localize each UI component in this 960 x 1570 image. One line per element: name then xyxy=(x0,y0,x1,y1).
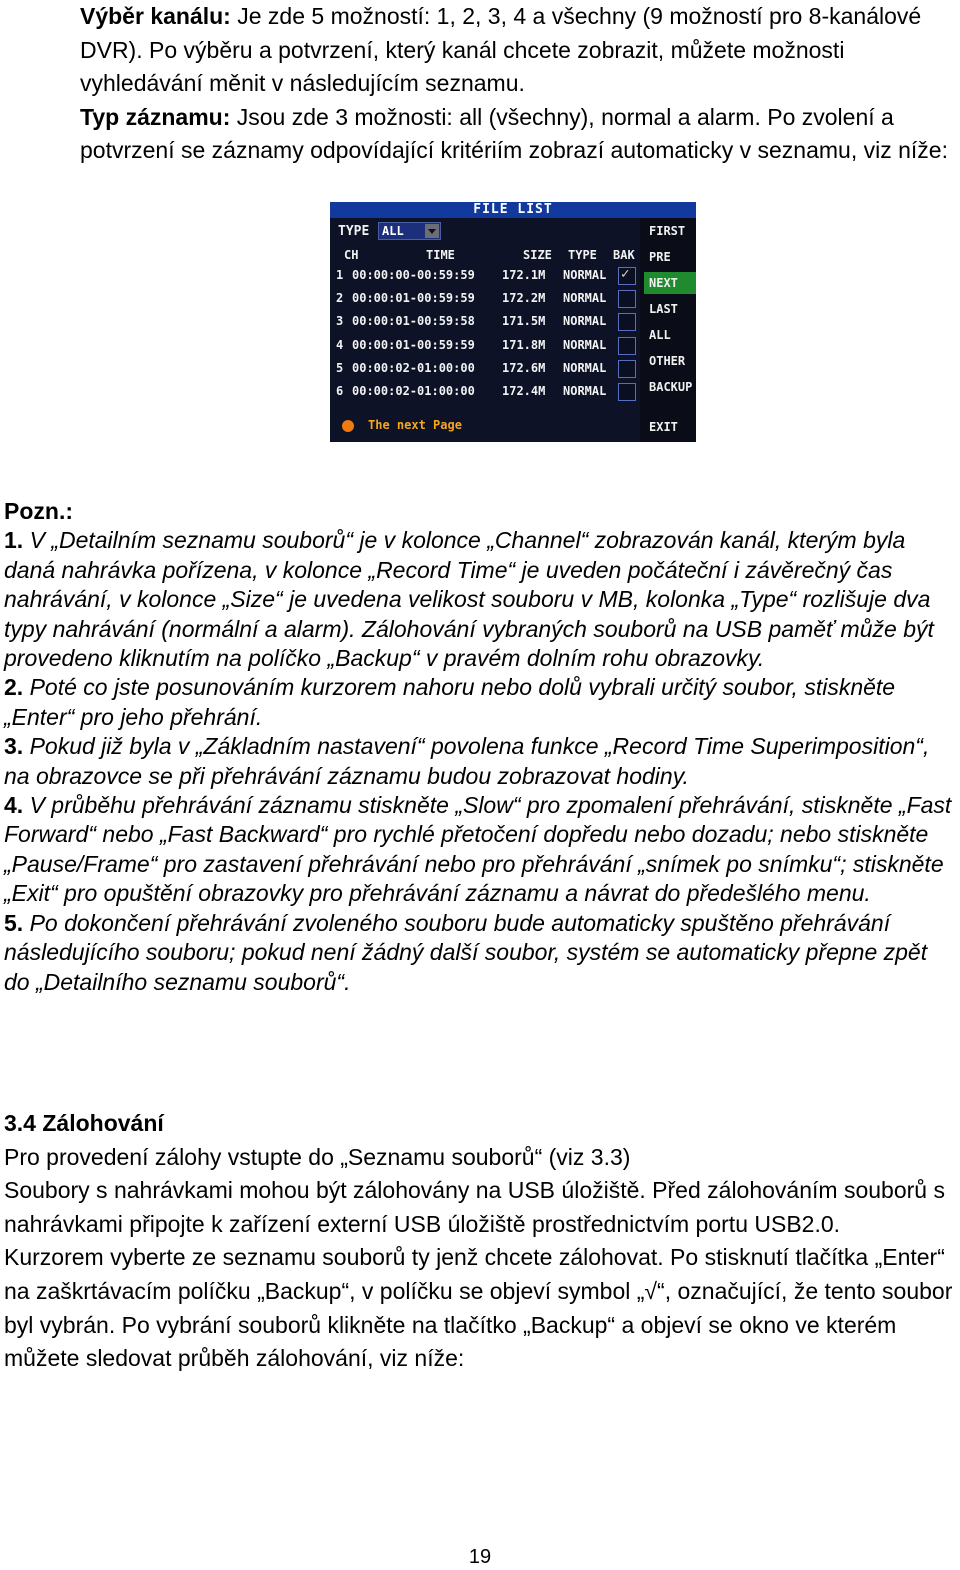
note-number: 5. xyxy=(4,909,24,936)
backup-checkbox[interactable] xyxy=(618,290,636,308)
dvr-footer-hint: The next Page xyxy=(368,418,462,432)
table-row[interactable] xyxy=(336,266,636,286)
row-ch: 1 xyxy=(336,268,344,282)
section-paragraph: Soubory s nahrávkami mohou být zálohovány na USB úložiště. Před zálohováním souborů s nahrávkami připojte k zařízení externí USB úložiště prostřednictvím portu USB2.0. xyxy=(4,1177,945,1237)
backup-checkbox[interactable] xyxy=(618,313,636,331)
row-time: 00:00:01-00:59:59 xyxy=(352,338,475,352)
status-dot-icon xyxy=(342,420,354,432)
row-size: 172.4M xyxy=(502,384,546,398)
note-text: V „Detailním seznamu souborů“ je v kolonce „Channel“ zobrazován kanál, kterým byla daná nahrávka pořízena, v kolonce „Record Time“ je uveden počáteční i závěrečný čas nahrávání, v kolonce „Size“ je uvedena velikost souboru v MB, kolonka „Type“ rozlišuje dva typy nahrávání (normální a alarm). Zálohování vybraných souborů na USB paměť může být provedeno kliknutím na políčko „Backup“ v pravém dolním rohu obrazovky. xyxy=(4,527,934,672)
note-number: 1. xyxy=(4,527,24,554)
channel-text: Je zde 5 možností: 1, 2, 3, 4 a všechny (9 možností pro 8-kanálové DVR). Po výběru a potvrzení, který kanál chcete zobrazit, můžete možnosti vyhledávání měnit v následujícím seznamu. xyxy=(80,3,922,97)
note-number: 2. xyxy=(4,674,24,701)
row-time: 00:00:01-00:59:59 xyxy=(352,291,475,305)
row-time: 00:00:01-00:59:58 xyxy=(352,314,475,328)
col-header-bak: BAK xyxy=(613,248,635,262)
dvr-type-value: ALL xyxy=(382,224,404,238)
backup-section xyxy=(4,1107,960,1376)
row-size: 172.2M xyxy=(502,291,546,305)
note-text: Poté co jste posunováním kurzorem nahoru nebo dolů vybrali určitý soubor, stiskněte „Enter“ pro jeho přehrání. xyxy=(4,674,896,730)
dvr-file-list-screenshot xyxy=(330,202,696,442)
dvr-title: FILE LIST xyxy=(473,202,553,217)
note-text: V průběhu přehrávání záznamu stiskněte „Slow“ pro zpomalení přehrávání, stiskněte „Fast Forward“ nebo „Fast Backward“ pro rychlé přetočení dopředu nebo dozadu; nebo stiskněte „Pause/Frame“ pro zastavení přehrávání nebo pro přehrávání „snímek po snímku“; stiskněte „Exit“ pro opuštění obrazovky pro přehrávání záznamu a návrat do předešlého menu. xyxy=(4,792,952,907)
section-paragraph: Pro provedení zálohy vstupte do „Seznamu souborů“ (viz 3.3) xyxy=(4,1143,631,1170)
section-paragraph: Kurzorem vyberte ze seznamu souborů ty jenž chcete zálohovat. Po stisknutí tlačítka „Enter“ na zaškrtávacím políčku „Backup“, v políčku se objeví symbol „√“, označující, že tento soubor byl vybrán. Po vybrání souborů klikněte na tlačítko „Backup“ a objeví se okno ve kterém můžete sledovat průběh zálohování, viz níže: xyxy=(4,1244,953,1372)
table-row[interactable] xyxy=(336,382,636,402)
menu-all-button[interactable]: ALL xyxy=(649,328,671,342)
page-number: 19 xyxy=(468,1546,492,1568)
row-ch: 6 xyxy=(336,384,344,398)
note-number: 3. xyxy=(4,733,24,760)
menu-first-button[interactable]: FIRST xyxy=(649,224,686,238)
backup-checkbox[interactable] xyxy=(618,383,636,401)
notes-section xyxy=(4,497,956,997)
note-item xyxy=(4,791,956,909)
row-type: NORMAL xyxy=(563,361,607,375)
note-number: 4. xyxy=(4,792,24,819)
row-ch: 3 xyxy=(336,314,344,328)
row-ch: 5 xyxy=(336,361,344,375)
row-ch: 2 xyxy=(336,291,344,305)
note-item xyxy=(4,526,956,673)
section-heading xyxy=(4,1107,960,1141)
row-size: 171.5M xyxy=(502,314,546,328)
intro-text xyxy=(80,0,960,168)
record-type-text: Jsou zde 3 možnosti: all (všechny), normal a alarm. Po zvolení a potvrzení se záznamy odpovídající kritériím zobrazí automaticky v seznamu, viz níže: xyxy=(80,103,948,164)
row-type: NORMAL xyxy=(563,384,607,398)
note-text: Po dokončení přehrávání zvoleného souboru bude automaticky spuštěno přehrávání následujícího souboru; pokud není žádný další soubor, systém se automaticky přepne zpět do „Detailního seznamu souborů“. xyxy=(4,909,928,995)
menu-next-button[interactable]: NEXT xyxy=(644,272,696,294)
row-type: NORMAL xyxy=(563,291,607,305)
menu-other-button[interactable]: OTHER xyxy=(649,354,686,368)
note-item xyxy=(4,673,956,732)
col-header-size: SIZE xyxy=(523,248,552,262)
col-header-ch: CH xyxy=(344,248,359,262)
record-type-paragraph xyxy=(80,101,960,168)
notes-heading-text: Pozn.: xyxy=(4,498,73,524)
note-text: Pokud již byla v „Základním nastavení“ povolena funkce „Record Time Superimposition“, na obrazovce se při přehrávání záznamu budou zobrazovat hodiny. xyxy=(4,733,930,789)
backup-checkbox[interactable] xyxy=(618,267,636,285)
table-row[interactable] xyxy=(336,359,636,379)
row-time: 00:00:00-00:59:59 xyxy=(352,268,475,282)
col-header-time: TIME xyxy=(426,248,455,262)
backup-checkbox[interactable] xyxy=(618,360,636,378)
menu-backup-button[interactable]: BACKUP xyxy=(649,380,693,394)
notes-heading xyxy=(4,497,956,526)
row-ch: 4 xyxy=(336,338,344,352)
col-header-type: TYPE xyxy=(568,248,597,262)
dvr-type-select[interactable] xyxy=(378,222,441,240)
row-type: NORMAL xyxy=(563,268,607,282)
row-type: NORMAL xyxy=(563,338,607,352)
menu-exit-button[interactable]: EXIT xyxy=(649,420,678,434)
channel-paragraph xyxy=(80,0,960,101)
row-time: 00:00:02-01:00:00 xyxy=(352,384,475,398)
menu-last-button[interactable]: LAST xyxy=(649,302,678,316)
channel-label: Výběr kanálu: xyxy=(80,3,231,29)
dvr-type-label: TYPE xyxy=(338,224,370,239)
table-row[interactable] xyxy=(336,312,636,332)
row-size: 172.6M xyxy=(502,361,546,375)
note-item xyxy=(4,909,956,997)
chevron-down-icon xyxy=(425,224,439,238)
note-item xyxy=(4,732,956,791)
row-size: 171.8M xyxy=(502,338,546,352)
record-type-label: Typ záznamu: xyxy=(80,103,231,130)
row-type: NORMAL xyxy=(563,314,607,328)
section-heading-text: 3.4 Zálohování xyxy=(4,1110,164,1136)
menu-pre-button[interactable]: PRE xyxy=(649,250,671,264)
table-row[interactable] xyxy=(336,289,636,309)
row-size: 172.1M xyxy=(502,268,546,282)
row-time: 00:00:02-01:00:00 xyxy=(352,361,475,375)
backup-checkbox[interactable] xyxy=(618,337,636,355)
table-row[interactable] xyxy=(336,336,636,356)
